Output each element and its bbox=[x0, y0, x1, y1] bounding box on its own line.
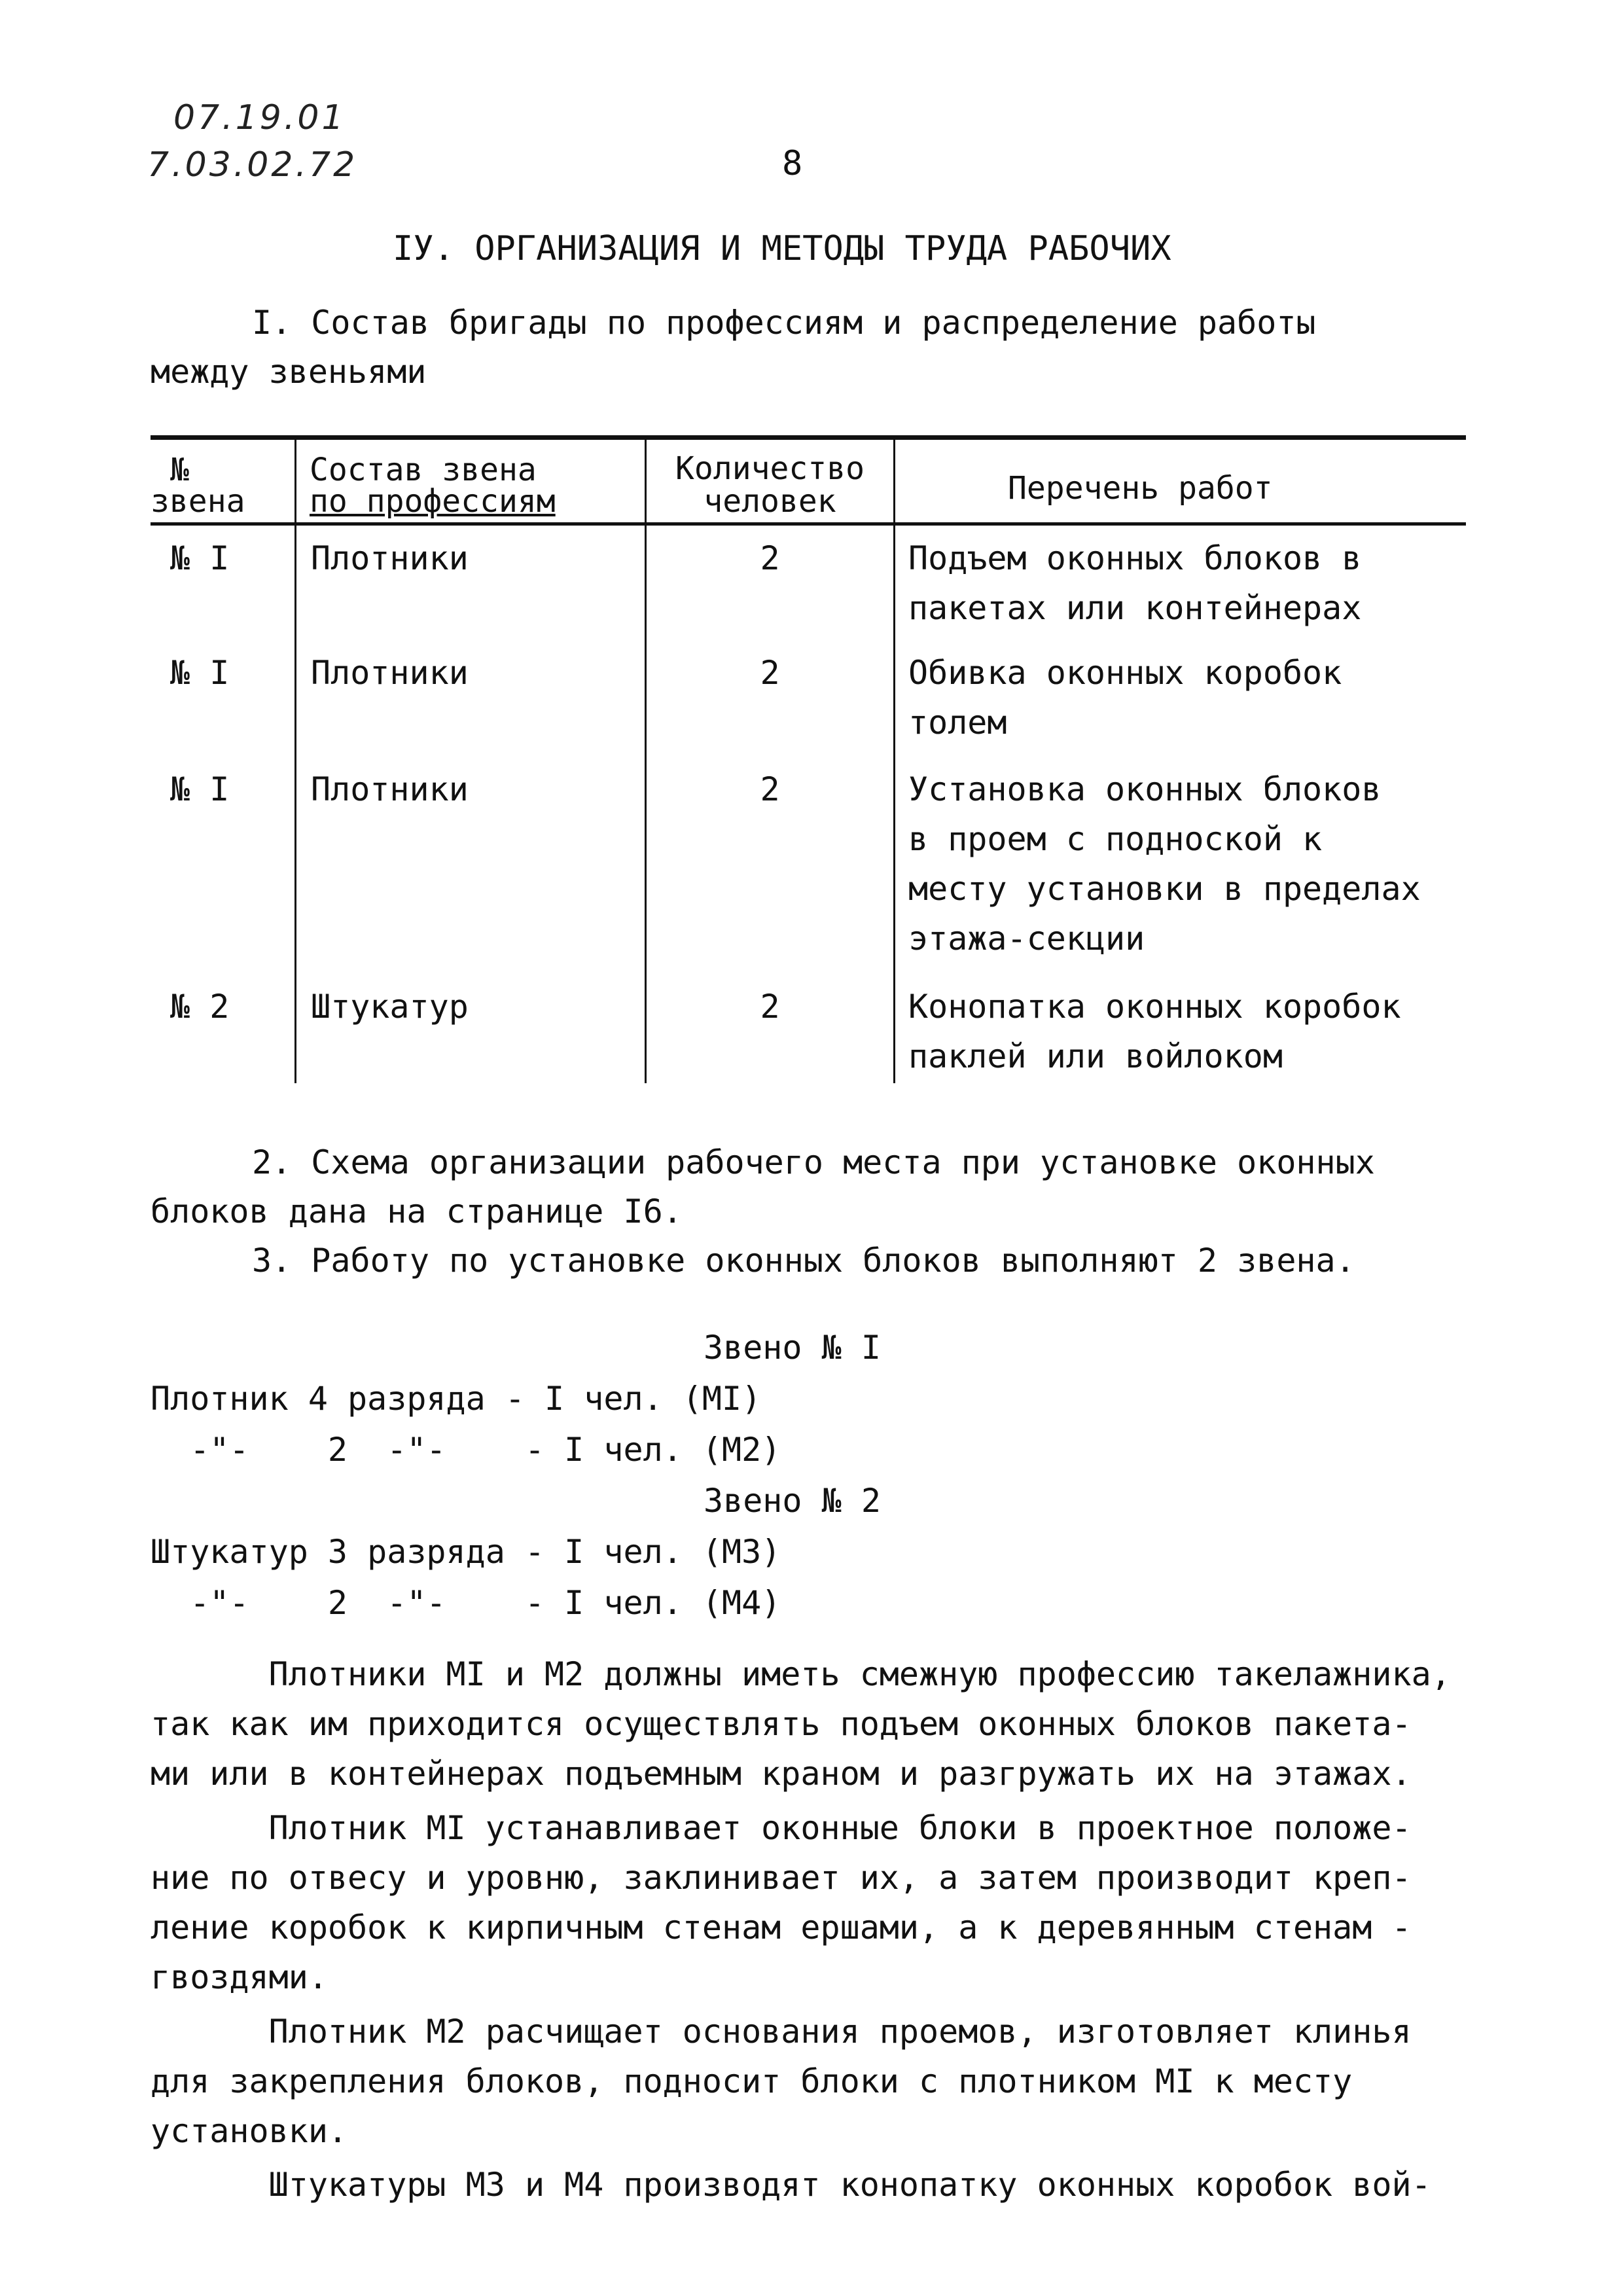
item2-line1: 2. Схема организации рабочего места при установке оконных bbox=[252, 1143, 1375, 1181]
header-trade-line2: по профессиям bbox=[310, 483, 556, 520]
table-header-rule bbox=[151, 522, 1466, 526]
col-divider-1 bbox=[294, 435, 296, 522]
para1-line1: Плотники МI и М2 должны иметь смежную профессию такелажника, bbox=[151, 1655, 1451, 1693]
item3: 3. Работу по установке оконных блоков выполняют 2 звена. bbox=[252, 1242, 1355, 1280]
header-trade-line1: Состав звена bbox=[310, 452, 537, 488]
para1-line3: ми или в контейнерах подъемным краном и разгружать их на этажах. bbox=[151, 1755, 1412, 1793]
row3-no: № I bbox=[170, 770, 230, 808]
para2-line2: ние по отвесу и уровню, заклинивает их, а затем производит креп- bbox=[151, 1859, 1412, 1897]
para2-line1: Плотник МI устанавливает оконные блоки в проектное положе- bbox=[151, 1809, 1412, 1847]
zveno1-line1: Плотник 4 разряда - I чел. (МI) bbox=[151, 1380, 762, 1418]
doc-code-line-2: 7.03.02.72 bbox=[147, 145, 358, 185]
para3-line2: для закрепления блоков, подносит блоки с плотником МI к месту bbox=[151, 2062, 1353, 2100]
row2-trade: Плотники bbox=[311, 654, 469, 692]
row3-work-1: Установка оконных блоков bbox=[908, 770, 1382, 808]
header-no-label: звена bbox=[151, 483, 245, 520]
para4-line1: Штукатуры М3 и М4 производят конопатку оконных коробок вой- bbox=[151, 2166, 1431, 2204]
zveno2-line2: -"- 2 -"- - I чел. (М4) bbox=[151, 1584, 781, 1622]
row4-work-2: паклей или войлоком bbox=[908, 1037, 1283, 1075]
row2-work-1: Обивка оконных коробок bbox=[908, 654, 1342, 692]
header-no-symbol: № bbox=[170, 452, 189, 488]
item2-line2: блоков дана на странице I6. bbox=[151, 1193, 683, 1230]
row4-no: № 2 bbox=[170, 988, 230, 1026]
row4-trade: Штукатур bbox=[311, 988, 469, 1026]
para3-line1: Плотник М2 расчищает основания проемов, изготовляет клинья bbox=[151, 2013, 1412, 2051]
item1-line1: I. Состав бригады по профессиям и распределение работы bbox=[252, 304, 1316, 342]
brigade-table bbox=[151, 435, 1466, 1083]
row3-count: 2 bbox=[760, 770, 780, 808]
header-work: Перечень работ bbox=[1008, 470, 1273, 507]
row4-work-1: Конопатка оконных коробок bbox=[908, 988, 1401, 1026]
row3-work-2: в проем с подноской к bbox=[908, 820, 1323, 858]
header-count-line1: Количество bbox=[675, 450, 865, 487]
page-number: 8 bbox=[782, 144, 803, 183]
row4-count: 2 bbox=[760, 988, 780, 1026]
table-top-rule bbox=[151, 435, 1466, 440]
zveno1-line2: -"- 2 -"- - I чел. (М2) bbox=[151, 1431, 781, 1469]
row1-work-1: Подъем оконных блоков в bbox=[908, 539, 1362, 577]
para3-line3: установки. bbox=[151, 2112, 348, 2150]
para2-line3: ление коробок к кирпичным стенам ершами, а к деревянным стенам - bbox=[151, 1909, 1412, 1946]
header-count-line2: человек bbox=[704, 483, 836, 520]
col-divider-3 bbox=[893, 435, 895, 1083]
row1-count: 2 bbox=[760, 539, 780, 577]
zveno1-title: Звено № I bbox=[704, 1329, 881, 1367]
col-divider-1b bbox=[294, 526, 296, 1083]
row3-trade: Плотники bbox=[311, 770, 469, 808]
doc-code-line-1: 07.19.01 bbox=[173, 98, 346, 137]
row2-no: № I bbox=[170, 654, 230, 692]
row3-work-4: этажа-секции bbox=[908, 920, 1145, 958]
section-heading: IУ. ОРГАНИЗАЦИЯ И МЕТОДЫ ТРУДА РАБОЧИХ bbox=[393, 229, 1171, 268]
para1-line2: так как им приходится осуществлять подъем оконных блоков пакета- bbox=[151, 1705, 1412, 1743]
item1-line2: между звеньями bbox=[151, 353, 427, 391]
zveno2-line1: Штукатур 3 разряда - I чел. (М3) bbox=[151, 1533, 781, 1571]
row3-work-3: месту установки в пределах bbox=[908, 870, 1421, 908]
row1-no: № I bbox=[170, 539, 230, 577]
row1-trade: Плотники bbox=[311, 539, 469, 577]
para2-line4: гвоздями. bbox=[151, 1958, 328, 1996]
row2-count: 2 bbox=[760, 654, 780, 692]
row2-work-2: толем bbox=[908, 704, 1007, 742]
zveno2-title: Звено № 2 bbox=[704, 1482, 881, 1520]
row1-work-2: пакетах или контейнерах bbox=[908, 589, 1362, 627]
